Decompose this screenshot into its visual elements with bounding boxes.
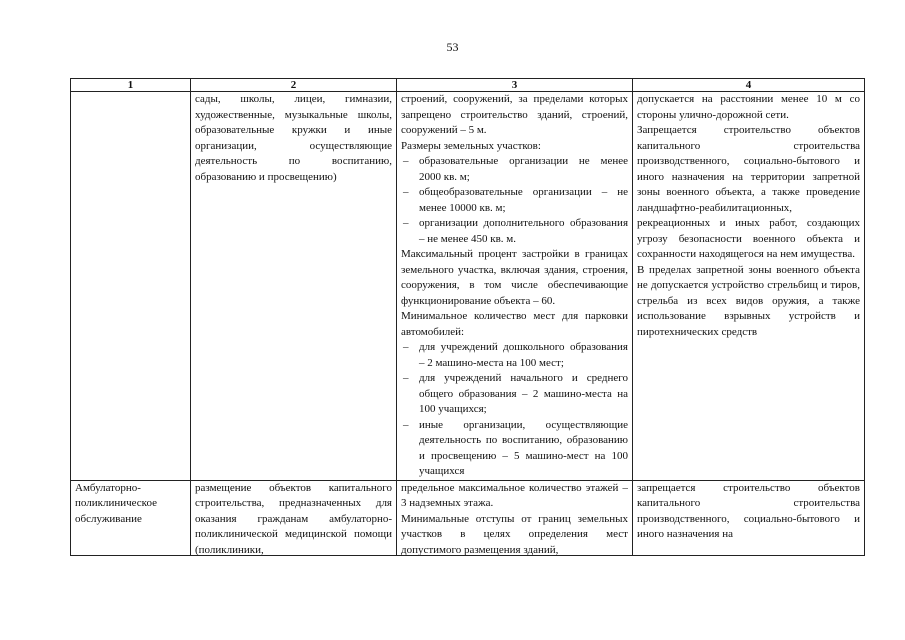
row2-col3-clip [401, 481, 628, 555]
header-row [71, 79, 865, 92]
row1-col4 [633, 92, 865, 481]
sizes-list [401, 154, 628, 247]
row1-col2: сады, школы, лицеи, гимназии, художественные, музыкальные школы, образовательные кружки и иные организации, осуществляющие деятельность по воспитанию, образованию и просвещению) [191, 92, 397, 481]
row2-col3-para: Минимальные отступы от границ земельных участков в целях определения мест допустимого размещения зданий, [401, 512, 628, 555]
parking-list [401, 340, 628, 480]
list-item: – организации дополнительного образования – не менее 450 кв. м. [401, 216, 628, 247]
row2-col4 [633, 480, 865, 555]
row1-col3-intro: строений, сооружений, за пределами которых запрещено строительство зданий, строений, сооружений – 5 м. [401, 93, 628, 136]
regulations-table [70, 78, 865, 556]
header-col-3: 3 [397, 79, 633, 92]
row1-col4-para: допускается на расстоянии менее 10 м со стороны улично-дорожной сети. [637, 93, 860, 121]
row2-col1-text: Амбулаторно-поликлиническое обслуживание [75, 481, 157, 525]
row1-col4-para: Запрещается строительство объектов капитального строительства производственного, социально-бытового и иного назначения на территории запретной зоны военного объекта, а также проведение ландшафтно-реабилитационных, рекреационных и иных работ, создающих угрозу безопасности военного объекта и сохранности находящегося на нем имущества. [637, 124, 860, 260]
list-item: – образовательные организации не менее 2000 кв. м; [401, 154, 628, 185]
row2-col3-para: предельное максимальное количество этажей – 3 надземных этажа. [401, 481, 628, 509]
list-item: – для учреждений начального и среднего общего образования – 2 машино-места на 100 учащихся; [401, 371, 628, 418]
table-row [71, 92, 865, 481]
row2-col1 [71, 480, 191, 555]
row1-col4-para: В пределах запретной зоны военного объекта не допускается устройство стрельбищ и тиров, стрельба из всех видов оружия, а также использование взрывных устройств и пиротехнических средств [637, 263, 860, 338]
row2-col4-text: запрещается строительство объектов капитального строительства производственного, социально-бытового и иного назначения на [637, 481, 860, 540]
list-item: – иные организации, осуществляющие деятельность по воспитанию, образованию и просвещению – 5 машино-мест на 100 учащихся [401, 418, 628, 480]
table-row [71, 480, 865, 555]
header-col-2: 2 [191, 79, 397, 92]
row1-col1 [71, 92, 191, 481]
row1-col3-parking-title: Минимальное количество мест для парковки автомобилей: [401, 310, 628, 338]
row2-col3 [397, 480, 633, 555]
row1-col3 [397, 92, 633, 481]
header-col-1: 1 [71, 79, 191, 92]
row1-col3-sizes-title: Размеры земельных участков: [401, 139, 541, 152]
row2-col2 [191, 480, 397, 555]
row2-col2-text: размещение объектов капитального строительства, предназначенных для оказания гражданам амбулаторно-поликлинической медицинской помощи (поликлиники, [195, 481, 392, 555]
row1-col3-max-percent: Максимальный процент застройки в границах земельного участка, включая здания, строения, сооружения, в том числе обеспечивающие функционирование объекта – 60. [401, 248, 628, 307]
list-item: – для учреждений дошкольного образования – 2 машино-места на 100 мест; [401, 340, 628, 371]
list-item: – общеобразовательные организации – не менее 10000 кв. м; [401, 185, 628, 216]
page-number: 53 [446, 40, 459, 54]
header-col-4: 4 [633, 79, 865, 92]
